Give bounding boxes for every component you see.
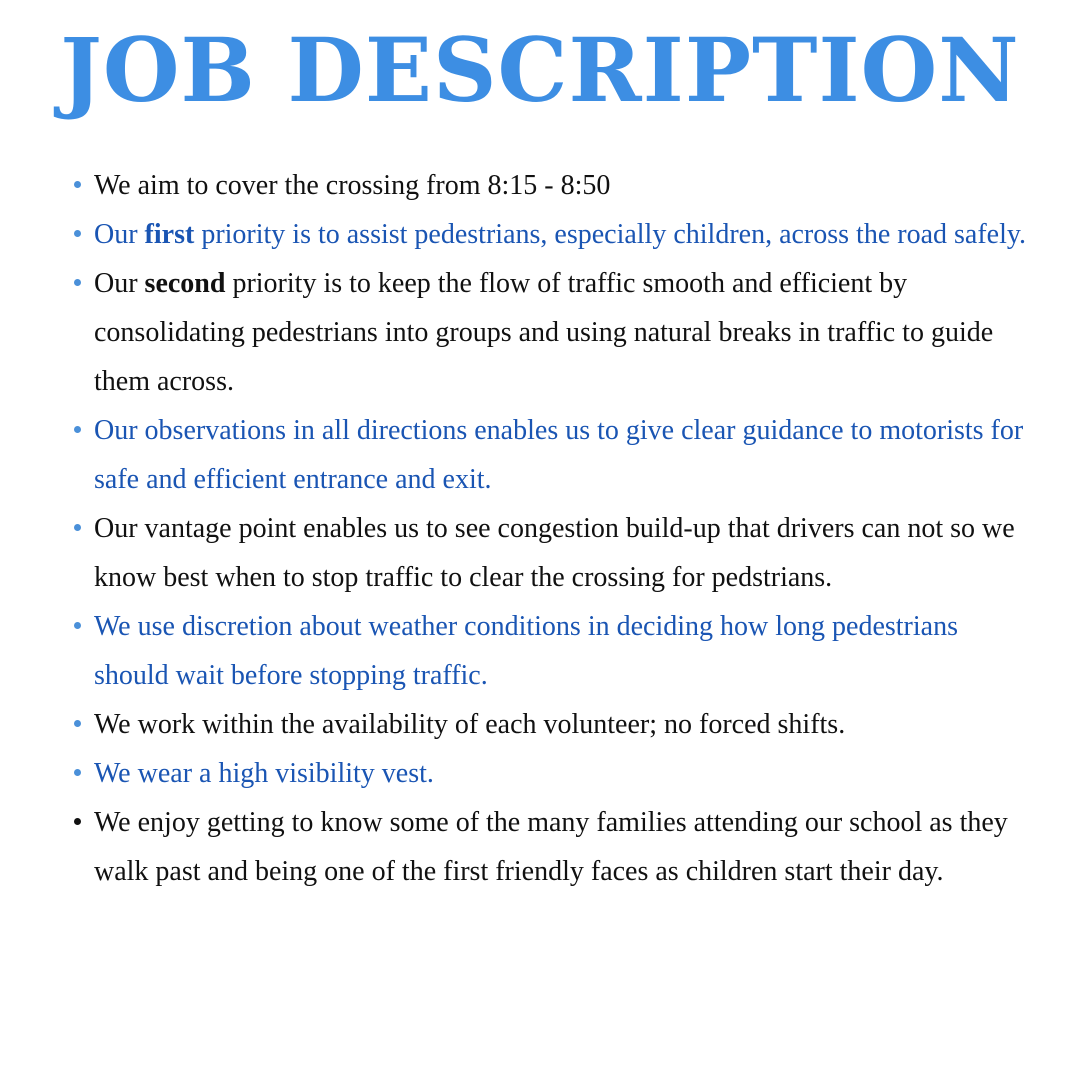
- list-item: [0, 406, 1080, 504]
- bullet-dot: [74, 230, 81, 237]
- list-item: [0, 798, 1080, 896]
- bullet-dot: [74, 181, 81, 188]
- list-item: [0, 210, 1080, 259]
- page-title: JOB DESCRIPTION: [60, 18, 1020, 122]
- bullet-dot: [74, 426, 81, 433]
- item-text: We aim to cover the crossing from 8:15 - 8:50: [94, 170, 611, 201]
- bullet-dot: [74, 524, 81, 531]
- item-emphasis: second: [144, 268, 226, 299]
- bullet-dot: [74, 818, 81, 825]
- bullet-dot: [74, 279, 81, 286]
- item-emphasis: first: [144, 219, 195, 250]
- job-duties-list: [0, 161, 1080, 896]
- list-item: [0, 161, 1080, 210]
- bullet-dot: [74, 720, 81, 727]
- item-text: We enjoy getting to know some of the many families attending our school as they walk past and being one of the first friendly faces as children start their day.: [94, 807, 1008, 887]
- item-text: Our observations in all directions enables us to give clear guidance to motorists for safe and efficient entrance and exit.: [94, 415, 1024, 495]
- list-item: [0, 504, 1080, 602]
- list-item: [0, 259, 1080, 406]
- item-text-rest: priority is to keep the flow of traffic smooth and efficient by consolidating pedestrians into groups and using natural breaks in traffic to guide them across.: [94, 268, 994, 397]
- item-text: Our: [94, 219, 145, 250]
- item-text: We wear a high visibility vest.: [94, 758, 434, 789]
- item-text-rest: priority is to assist pedestrians, especially children, across the road safely.: [194, 219, 1027, 250]
- item-text: We use discretion about weather conditions in deciding how long pedestrians should wait before stopping traffic.: [94, 611, 958, 691]
- list-item: [0, 602, 1080, 700]
- bullet-dot: [74, 622, 81, 629]
- item-text: We work within the availability of each volunteer; no forced shifts.: [94, 709, 846, 740]
- list-item: [0, 749, 1080, 798]
- bullet-dot: [74, 769, 81, 776]
- list-item: [0, 700, 1080, 749]
- item-text: Our vantage point enables us to see congestion build-up that drivers can not so we know best when to stop traffic to clear the crossing for pedstrians.: [94, 513, 1015, 593]
- item-text: Our: [94, 268, 145, 299]
